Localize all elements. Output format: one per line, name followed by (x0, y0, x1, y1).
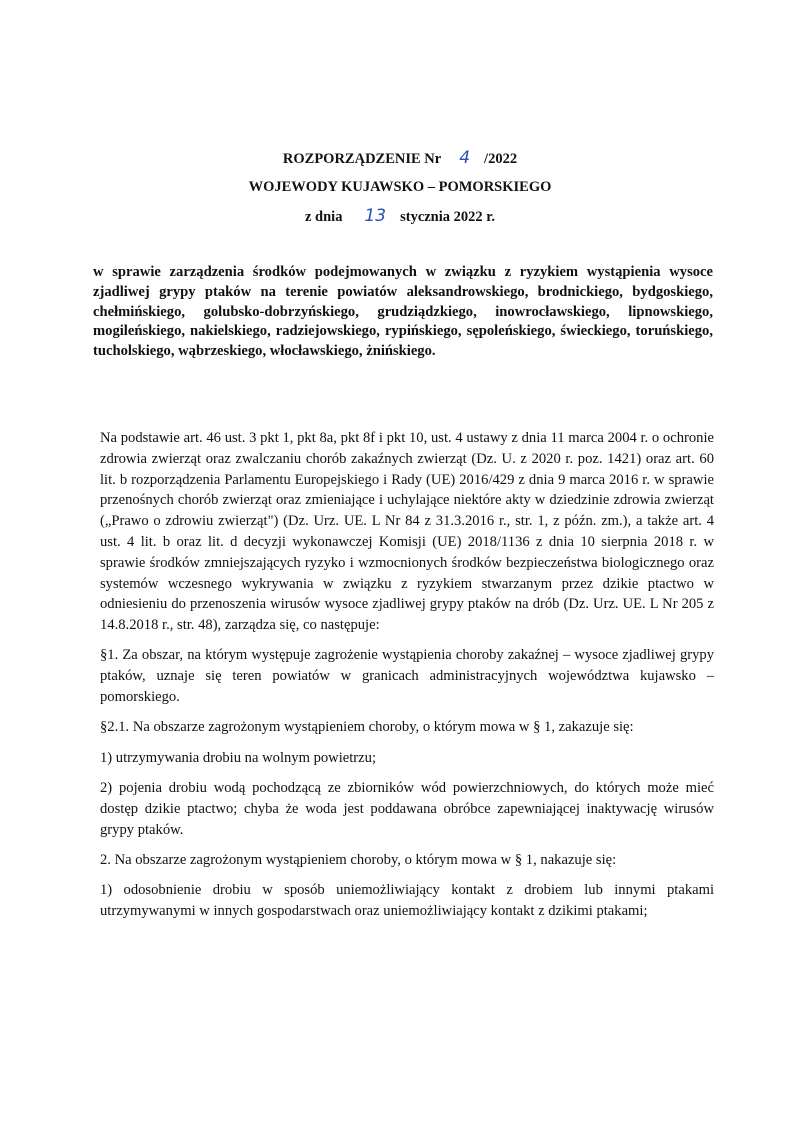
date-suffix: stycznia 2022 r. (400, 209, 496, 225)
handwritten-number: 4 (459, 148, 471, 168)
paragraph-1: §1. Za obszar, na którym występuje zagrożenie wystąpienia choroby zakaźnej – wysoce zjadliwej grypy ptaków, uznaje się teren powiatów w granicach administracyjnych województwa kujawsko – pomorskiego. (100, 647, 714, 706)
paragraph-2-2-item-1: 1) odosobnienie drobiu w sposób uniemożliwiający kontakt z drobiem lub innymi ptakami utrzymywanymi w innych gospodarstwach oraz uniemożliwiający kontakt z dzikimi ptakami; (100, 882, 714, 919)
regulation-title (0, 148, 800, 168)
paragraph-2-2: 2. Na obszarze zagrożonym wystąpieniem choroby, o którym mowa w § 1, nakazuje się: (100, 851, 617, 868)
title-prefix: ROZPORZĄDZENIE Nr (282, 151, 442, 167)
handwritten-day: 13 (364, 206, 387, 226)
regulation-body (100, 428, 714, 931)
paragraph-2-1: §2.1. Na obszarze zagrożonym wystąpieniem choroby, o którym mowa w § 1, zakazuje się: (100, 719, 634, 736)
voivode-line: WOJEWODY KUJAWSKO – POMORSKIEGO (248, 179, 552, 195)
date-line (0, 206, 800, 226)
paragraph-2-1-item-2: 2) pojenia drobiu wodą pochodzącą ze zbiorników wód powierzchniowych, do których może mieć dostęp dzikie ptactwo; chyba że woda jest poddawana obróbce zapewniającej inaktywację wirusów grypy ptaków. (100, 779, 714, 838)
paragraph-2-1-item-1: 1) utrzymywania drobiu na wolnym powietrzu; (100, 749, 376, 766)
legal-basis-paragraph: Na podstawie art. 46 ust. 3 pkt 1, pkt 8a, pkt 8f i pkt 10, ust. 4 ustawy z dnia 11 marca 2004 r. o ochronie zdrowia zwierząt oraz zwalczaniu chorób zakaźnych zwierząt (Dz. U. z 2020 r. poz. 1421) oraz art. 60 lit. b rozporządzenia Parlamentu Europejskiego i Rady (UE) 2016/429 z dnia 9 marca 2016 r. w sprawie przenośnych chorób zwierząt oraz zmieniające i uchylające niektóre akty w dziedzinie zdrowia zwierząt („Prawo o zdrowiu zwierząt") (Dz. Urz. UE. L Nr 84 z 31.3.2016 r., str. 1, z późn. zm.), a także art. 4 ust. 4 lit. b oraz lit. d decyzji wykonawczej Komisji (UE) 2018/1136 z dnia 10 sierpnia 2018 r. w sprawie środków zmniejszających ryzyko i wzmocnionych środków bezpieczeństwa biologicznego oraz systemów wczesnego wykrywania w związku z ryzykiem stwarzanym przez dzikie ptactwo w odniesieniu do przenoszenia wirusów wysoce zjadliwej grypy ptaków na drób (Dz. Urz. UE. L Nr 205 z 14.8.2018 r., str. 48), zarządza się, co następuje: (100, 430, 714, 634)
title-year: /2022 (484, 151, 518, 167)
date-prefix: z dnia (304, 209, 343, 225)
regulation-subject: w sprawie zarządzenia środków podejmowanych w związku z ryzykiem wystąpienia wysoce zjadliwej grypy ptaków na terenie powiatów aleksandrowskiego, brodnickiego, bydgoskiego, chełmińskiego, golubsko-dobrzyńskiego, grudziądzkiego, inowrocławskiego, lipnowskiego, mogileńskiego, nakielskiego, radziejowskiego, rypińskiego, sępoleńskiego, świeckiego, toruńskiego, tucholskiego, wąbrzeskiego, włocławskiego, żnińskiego. (93, 264, 713, 360)
